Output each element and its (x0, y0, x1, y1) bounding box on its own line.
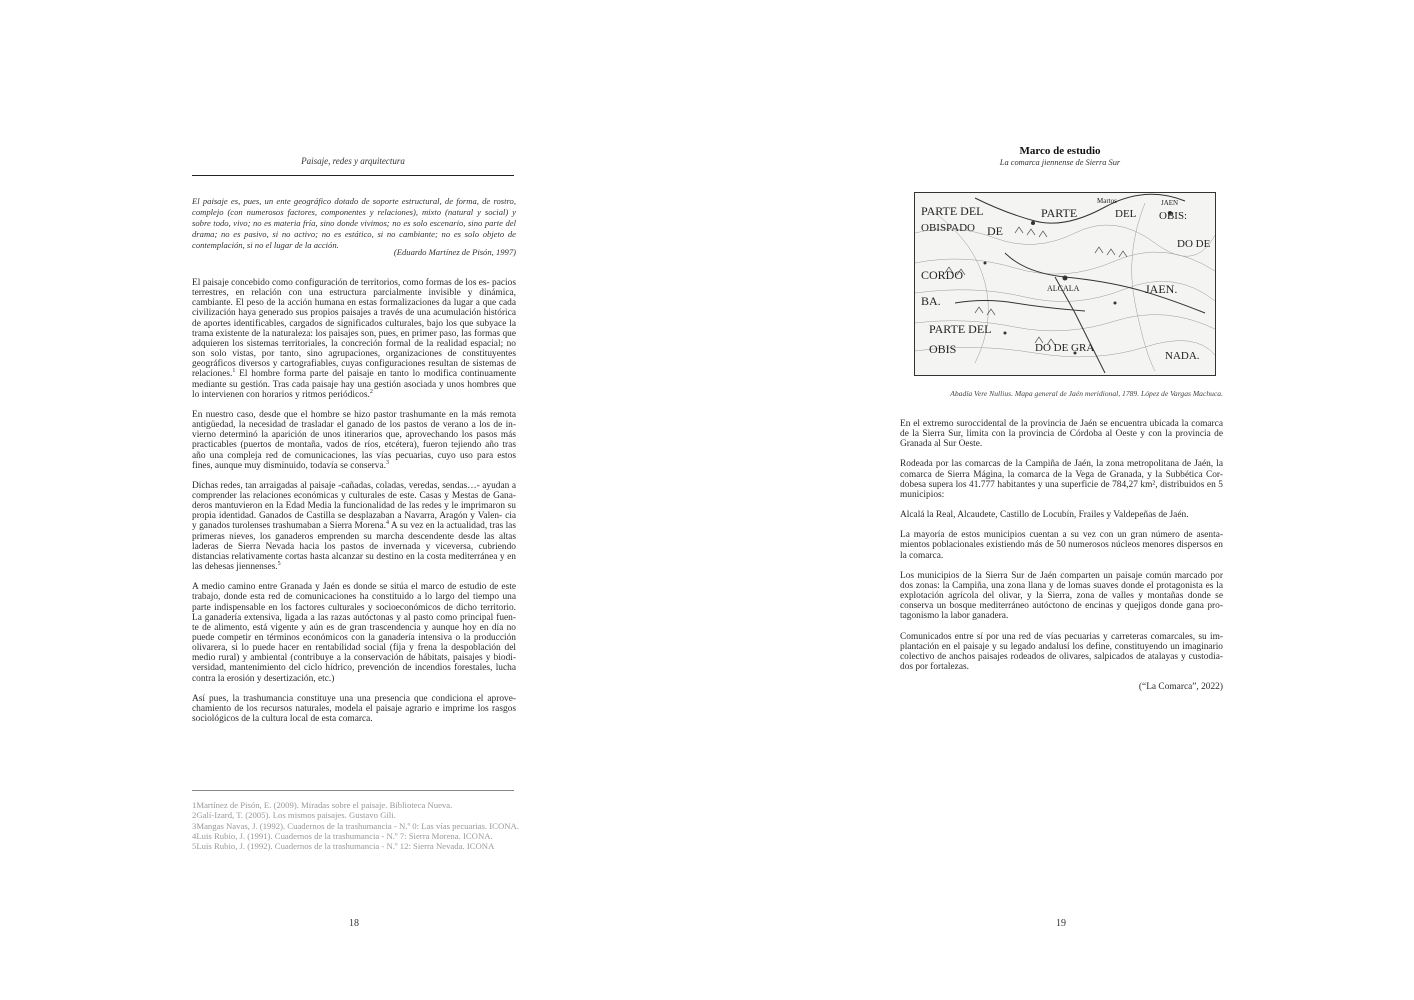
footnote-ref: 2 (369, 388, 373, 395)
map-label: PARTE DEL (921, 204, 984, 218)
page-number: 19 (1056, 918, 1066, 929)
paragraph: En el extremo suroccidental de la provincia de Jaén se encuentra ubicada la comarca de la Sierra Sur, limita con la provincia de Córdoba al Oeste y con la provincia de Granada al Sur Oeste. (900, 419, 1223, 450)
map-label: OBIS (929, 342, 957, 356)
footnote-rule (192, 790, 514, 791)
left-body-text (192, 278, 516, 734)
paragraph: Alcalá la Real, Alcaudete, Castillo de Locubín, Frailes y Valdepeñas de Jaén. (900, 510, 1189, 521)
map-label: JAEN (1161, 199, 1179, 207)
map-label: ALCALA (1047, 284, 1080, 293)
page-number: 18 (349, 918, 359, 929)
map-label: PARTE DEL (929, 322, 992, 336)
paragraph: El paisaje concebido como configuración de territorios, como formas de los es- pacios terrestres, en relación con una estructura parcialmente invisible y dinámica, cambiante. El peso de la acción humana en estas formalizaciones da lugar a que cada civilización haya generado sus propios paisajes a través de una acumulación histórica de aportes identificables, cargados de significados culturales, bajo los que subyace la trama existente de la naturaleza: los paisajes son, pues, en primer paso, las formas que adquieren los sistemas territoriales, la concreción formal de la realidad espacial; no son solo vistas, por tanto, sino agrupaciones, organizaciones de constituyentes geográficos diversos y cartografiables, cuyas configuraciones resultan de sistemas de relaciones.$^1$ El hombre forma parte del paisaje en tanto lo modifica continuamente mediante su gestión. Tras cada paisaje hay una gestión asociada y unos hombres que lo intervienen con horarios y ritmos periódicos.$^2$ (192, 278, 516, 400)
running-head: Paisaje, redes y arquitectura (301, 156, 405, 166)
map-label: PARTE (1041, 206, 1078, 220)
footnote: 5Luis Rubio, J. (1992). Cuadernos de la trashumancia - N.º 12: Sierra Nevada. ICONA (192, 841, 495, 852)
right-page (707, 0, 1414, 1000)
map-label: DO DE GRA (1035, 342, 1095, 354)
header-rule (192, 175, 514, 176)
paragraph: La mayoría de estos municipios cuentan a su vez con un gran número de asenta- mientos poblacionales existiendo más de 50 numerosos núcleos menores dispersos en la comarca. (900, 530, 1223, 561)
footnote: 3Mangas Navas, J. (1992). Cuadernos de la trashumancia - N.º 0: Las vías pecuarias. ICONA. (192, 820, 519, 831)
map-label: JAEN. (1145, 282, 1178, 296)
paragraph: Rodeada por las comarcas de la Campiña de Jaén, la zona metropolitana de Jaén, la comarca de Sierra Mágina, la comarca de la Vega de Granada, y la Subbética Cor- dobesa supera los 41.777 habitantes y una superficie de 784,27 km², distribuidos en 5 municipios: (900, 459, 1223, 500)
map-label: BA. (921, 294, 941, 308)
map-towns (984, 211, 1173, 355)
map-label: DEL (1115, 208, 1137, 220)
map-label: DO DE (1177, 238, 1211, 250)
footnote: 4Luis Rubio, J. (1991). Cuadernos de la trashumancia - N.º 7: Sierra Morena. ICONA. (192, 830, 493, 841)
footnote-ref: 4 (385, 520, 389, 527)
paragraph: En nuestro caso, desde que el hombre se hizo pastor trashumante en la más remota antigüedad, la necesidad de trasladar el ganado de los pastos de verano a los de in- vierno determinó la aparición de unos itinerarios que, aprovechando los pasos más practicables (puertos de montaña, vados de ríos, etcétera), fueron tejiendo año tras año una compleja red de comunicaciones, las vías pecuarias, cuyo uso para estos fines, aunque muy disminuido, todavía se conserva.$^3$ (192, 409, 516, 471)
quote-source: (“La Comarca”, 2022) (1138, 682, 1223, 693)
map-label: CORDO (921, 268, 964, 282)
footnote: 1Martínez de Pisón, E. (2009). Miradas sobre el paisaje. Biblioteca Nueva. (192, 800, 453, 810)
footnote-ref: 5 (277, 560, 281, 567)
section-subtitle: La comarca jiennense de Sierra Sur (999, 158, 1121, 167)
map-caption: Abadía Vere Nullius. Mapa general de Jaén meridional, 1789. López de Vargas Machuca. (950, 389, 1223, 398)
paragraph: Comunicados entre sí por una red de vías pecuarias y carreteras comarcales, su im- plantación en el paisaje y su legado andalusí los define, constituyendo un imaginario colectivo de anchos paisajes rodeados de olivares, salpicados de atalayas y custodia- dos por fortalezas. (900, 631, 1223, 672)
map-label: OBISPADO (921, 222, 976, 234)
map-label: NADA. (1165, 350, 1200, 362)
footnote: 2Galí-Izard, T. (2005). Los mismos paisajes. Gustavo Gili. (192, 810, 396, 821)
map-label: Martos (1097, 197, 1117, 205)
footnote-ref: 1 (232, 368, 236, 375)
epigraph: El paisaje es, pues, un ente geográfico dotado de soporte estructural, de forma, de rostro, complejo (con numerosos factores, componentes y relaciones), mixto (natural y social) y sobre todo, vivo; no es materia fría, sino donde vivimos; no es solo escenario, sino parte del drama; no es pasivo, si no activo; no es estático, si no cambiante; no es solo objeto de contemplación, si no el lugar de la acción. (192, 196, 516, 250)
paragraph: A medio camino entre Granada y Jaén es donde se sitúa el marco de estudio de este trabajo, donde esta red de comunicaciones ha constituido a lo largo del tiempo una parte indispensable en los factores culturales y socioeconómicos de dicho territorio. La ganadería extensiva, ligada a las razas autóctonas y al pasto como principal fuen- te de alimento, está vigente y aún es de gran trascendencia y aunque hoy en día no puede competir en términos económicos con la ganadería intensiva o la producción olivarera, si lo puede hacer en rentabilidad social (fija y frena la despoblación del medio rural) y ambiental (contribuye a la conservación de hábitats, paisajes y biodi- versidad, mantenimiento del ciclo hídrico, prevención de incendios forestales, lucha contra la erosión y desertización, etc.) (192, 582, 516, 684)
map-label: OBIS: (1159, 210, 1188, 222)
paragraph: Así pues, la trashumancia constituye una una presencia que condiciona el aprove- chamiento de los recursos naturales, modela el paisaje agrario e imprime los rasgos sociológicos de la cultura local de esta comarca. (192, 693, 516, 725)
historic-map-image (914, 192, 1216, 376)
map-drawing (915, 193, 1215, 375)
map-label: DE (987, 224, 1003, 238)
footnotes (192, 800, 532, 851)
paragraph: Dichas redes, tan arraigadas al paisaje -cañadas, coladas, veredas, sendas…- ayudan a comprender las relaciones económicas y culturales de este. Casas y Mestas de Gana- deros mantuvieron en la Edad Media la funcionalidad de las redes y le imprimaron su propia identidad. Ganados de Castilla se desplazaban a Navarra, Aragón y Valen- cia y ganados turolenses trashumaban a Sierra Morena.$^4$ A su vez en la actualidad, tras las primeras nieves, los ganaderos emprenden su marcha descendente desde las altas laderas de Sierra Nevada hacia los pastos de invernada y viceversa, cubriendo distancias relativamente cortas hasta alcanzar su destino en la costa mediterránea y en las dehesas jiennenses.$^5$ (192, 480, 516, 573)
right-body-text (900, 419, 1223, 702)
paragraph: Los municipios de la Sierra Sur de Jaén comparten un paisaje común marcado por dos zonas: la Campiña, una zona llana y de lomas suaves donde el protagonista es la explotación agrícola del olivar, y la Sierra, zona de valles y montañas donde se conserva un bosque mediterráneo autóctono de encinas y quejigos donde gana pro- tagonismo la labor ganadera. (900, 570, 1223, 622)
section-title: Marco de estudio (1019, 145, 1101, 157)
footnote-ref: 3 (385, 459, 389, 466)
epigraph-author: (Eduardo Martínez de Pisón, 1997) (393, 247, 516, 257)
